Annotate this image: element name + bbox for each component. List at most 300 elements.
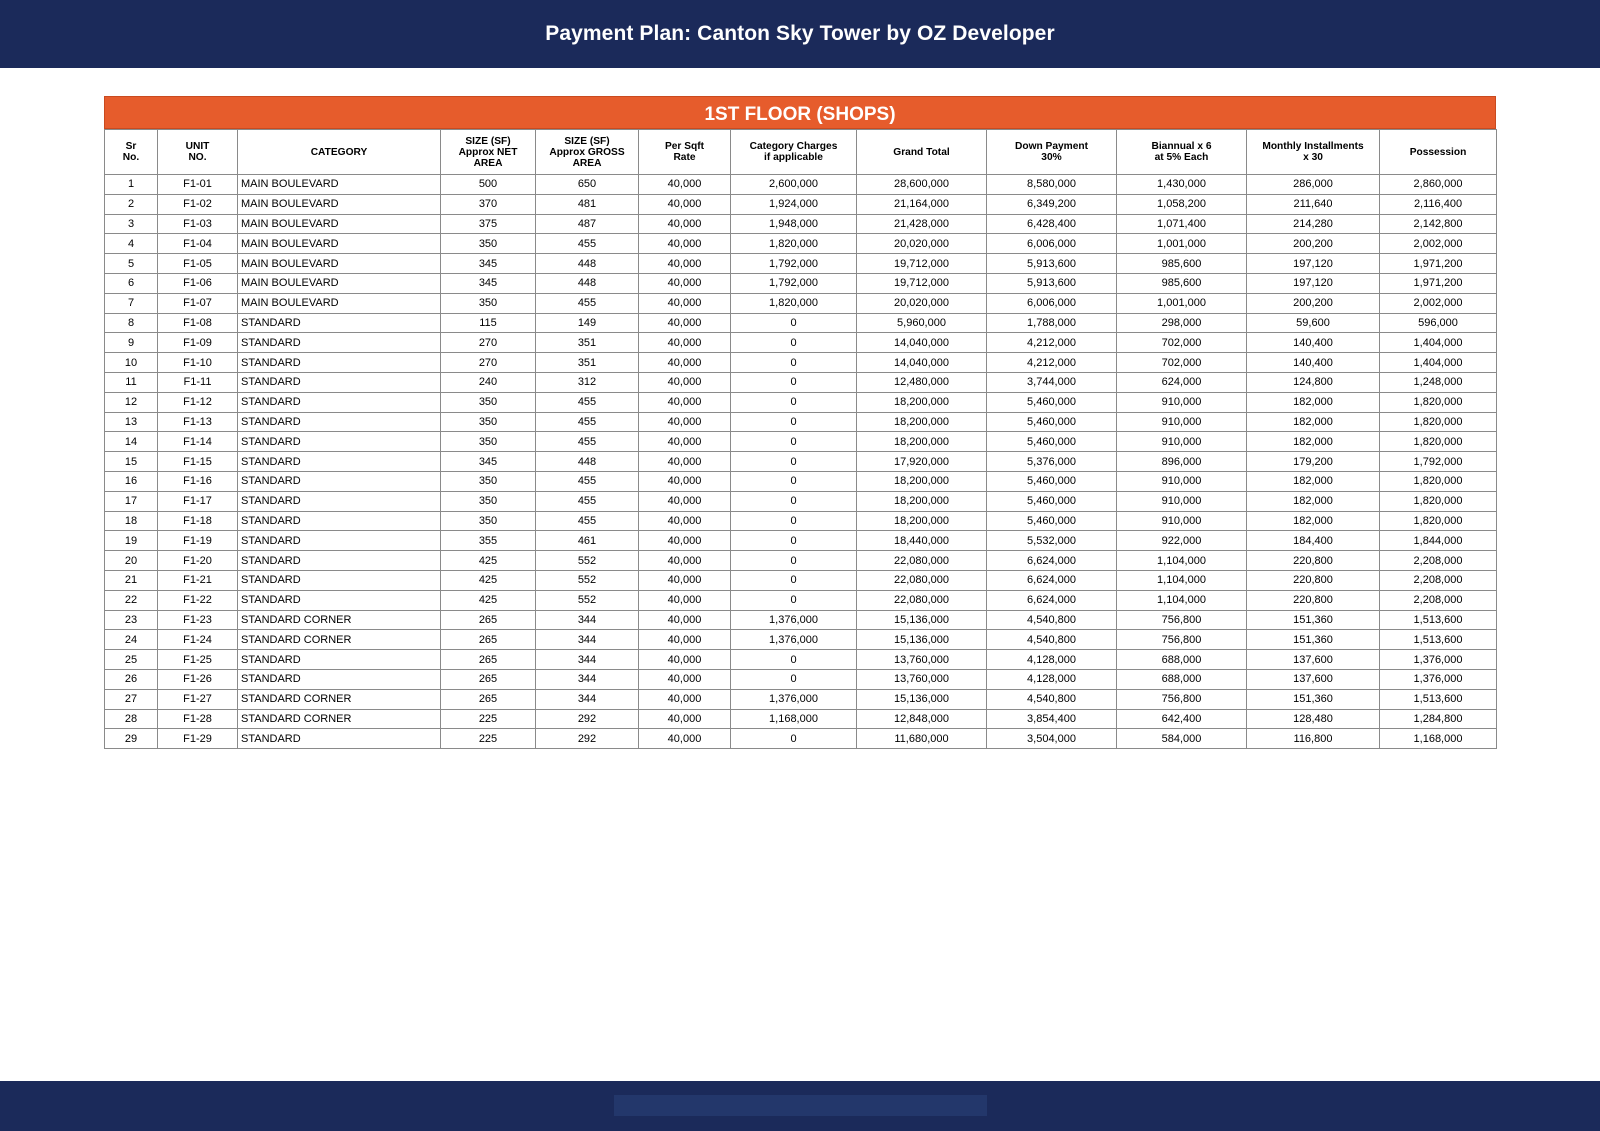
table-cell: 344 <box>536 669 639 689</box>
table-cell: 4,128,000 <box>987 669 1117 689</box>
table-cell: F1-05 <box>158 254 238 274</box>
table-cell: MAIN BOULEVARD <box>238 194 441 214</box>
table-cell: 40,000 <box>639 432 731 452</box>
table-row <box>105 353 1497 373</box>
table-cell: 650 <box>536 175 639 195</box>
table-cell: 40,000 <box>639 511 731 531</box>
table-cell: 265 <box>441 650 536 670</box>
payment-plan-table-section <box>104 96 1496 749</box>
table-cell: 5,460,000 <box>987 491 1117 511</box>
table-cell: F1-18 <box>158 511 238 531</box>
table-cell: 22,080,000 <box>857 590 987 610</box>
table-cell: 13,760,000 <box>857 669 987 689</box>
column-header <box>639 130 731 175</box>
table-cell: 140,400 <box>1247 333 1380 353</box>
table-cell: 18,440,000 <box>857 531 987 551</box>
table-cell: 40,000 <box>639 590 731 610</box>
table-cell: 21,164,000 <box>857 194 987 214</box>
table-cell: 40,000 <box>639 412 731 432</box>
table-cell: 455 <box>536 511 639 531</box>
table-cell: 0 <box>731 669 857 689</box>
table-cell: 16 <box>105 471 158 491</box>
table-cell: 137,600 <box>1247 669 1380 689</box>
table-row <box>105 551 1497 571</box>
table-cell: 14,040,000 <box>857 353 987 373</box>
table-row <box>105 650 1497 670</box>
table-cell: 137,600 <box>1247 650 1380 670</box>
table-row <box>105 610 1497 630</box>
table-cell: 8 <box>105 313 158 333</box>
table-cell: 0 <box>731 372 857 392</box>
table-cell: 19 <box>105 531 158 551</box>
table-cell: 20 <box>105 551 158 571</box>
table-cell: F1-15 <box>158 452 238 472</box>
table-cell: 455 <box>536 392 639 412</box>
table-cell: 5 <box>105 254 158 274</box>
table-cell: 0 <box>731 650 857 670</box>
table-cell: 350 <box>441 412 536 432</box>
table-cell: 344 <box>536 689 639 709</box>
table-cell: 910,000 <box>1117 412 1247 432</box>
column-header <box>536 130 639 175</box>
table-row <box>105 630 1497 650</box>
table-cell: 1,104,000 <box>1117 570 1247 590</box>
table-cell: MAIN BOULEVARD <box>238 293 441 313</box>
table-cell: 5,913,600 <box>987 273 1117 293</box>
column-header-line: Sr <box>125 141 137 152</box>
table-cell: 1,104,000 <box>1117 590 1247 610</box>
table-cell: 40,000 <box>639 729 731 749</box>
table-cell: 0 <box>731 452 857 472</box>
table-cell: 184,400 <box>1247 531 1380 551</box>
table-cell: 461 <box>536 531 639 551</box>
table-cell: 15 <box>105 452 158 472</box>
table-cell: 4,540,800 <box>987 630 1117 650</box>
table-cell: 1,001,000 <box>1117 234 1247 254</box>
table-cell: 40,000 <box>639 471 731 491</box>
table-cell: 19,712,000 <box>857 254 987 274</box>
column-header-line: SIZE (SF) <box>465 135 511 147</box>
table-cell: 500 <box>441 175 536 195</box>
table-cell: 4,212,000 <box>987 353 1117 373</box>
table-cell: F1-17 <box>158 491 238 511</box>
table-cell: 584,000 <box>1117 729 1247 749</box>
column-header <box>987 130 1117 175</box>
table-cell: STANDARD <box>238 452 441 472</box>
table-cell: 688,000 <box>1117 650 1247 670</box>
column-header-line: x 30 <box>1303 152 1323 163</box>
table-cell: 13 <box>105 412 158 432</box>
table-cell: 455 <box>536 471 639 491</box>
table-cell: 182,000 <box>1247 511 1380 531</box>
table-cell: 40,000 <box>639 234 731 254</box>
table-cell: 240 <box>441 372 536 392</box>
table-cell: 350 <box>441 511 536 531</box>
table-cell: 0 <box>731 333 857 353</box>
table-cell: F1-14 <box>158 432 238 452</box>
table-cell: 350 <box>441 471 536 491</box>
table-row <box>105 689 1497 709</box>
table-cell: STANDARD <box>238 590 441 610</box>
table-cell: 0 <box>731 531 857 551</box>
table-cell: 351 <box>536 333 639 353</box>
table-cell: 40,000 <box>639 610 731 630</box>
table-cell: MAIN BOULEVARD <box>238 214 441 234</box>
table-cell: 18,200,000 <box>857 471 987 491</box>
column-header-line: CATEGORY <box>310 146 368 158</box>
table-cell: 15,136,000 <box>857 630 987 650</box>
table-cell: F1-29 <box>158 729 238 749</box>
table-cell: 9 <box>105 333 158 353</box>
table-cell: 1,404,000 <box>1380 333 1497 353</box>
table-cell: 265 <box>441 689 536 709</box>
table-row <box>105 511 1497 531</box>
column-header <box>238 130 441 175</box>
table-cell: 40,000 <box>639 254 731 274</box>
table-cell: 425 <box>441 551 536 571</box>
table-cell: 1,820,000 <box>1380 511 1497 531</box>
table-cell: 270 <box>441 333 536 353</box>
table-cell: 1,168,000 <box>731 709 857 729</box>
table-cell: F1-24 <box>158 630 238 650</box>
column-header <box>731 130 857 175</box>
table-cell: 40,000 <box>639 175 731 195</box>
table-cell: 40,000 <box>639 531 731 551</box>
table-cell: 5,460,000 <box>987 392 1117 412</box>
table-cell: 350 <box>441 392 536 412</box>
table-cell: 1,513,600 <box>1380 630 1497 650</box>
table-cell: 28,600,000 <box>857 175 987 195</box>
table-cell: 21 <box>105 570 158 590</box>
table-cell: 0 <box>731 313 857 333</box>
table-cell: 179,200 <box>1247 452 1380 472</box>
table-cell: 350 <box>441 293 536 313</box>
table-cell: 345 <box>441 273 536 293</box>
table-row <box>105 293 1497 313</box>
column-header-line: Rate <box>673 152 696 163</box>
table-header-row <box>105 130 1497 175</box>
table-cell: 19,712,000 <box>857 273 987 293</box>
table-cell: 11,680,000 <box>857 729 987 749</box>
page-header <box>0 0 1600 68</box>
table-cell: 1,820,000 <box>731 293 857 313</box>
table-cell: 6,349,200 <box>987 194 1117 214</box>
column-header-line: Monthly Installments <box>1262 141 1364 152</box>
table-cell: 59,600 <box>1247 313 1380 333</box>
table-cell: STANDARD <box>238 372 441 392</box>
table-cell: 12,848,000 <box>857 709 987 729</box>
table-cell: 5,460,000 <box>987 511 1117 531</box>
table-cell: F1-07 <box>158 293 238 313</box>
table-cell: 1,844,000 <box>1380 531 1497 551</box>
column-header-line: NO. <box>188 152 207 163</box>
table-cell: 13,760,000 <box>857 650 987 670</box>
table-cell: F1-09 <box>158 333 238 353</box>
table-cell: STANDARD CORNER <box>238 630 441 650</box>
column-header-line: No. <box>122 152 140 163</box>
table-cell: 344 <box>536 610 639 630</box>
table-cell: 25 <box>105 650 158 670</box>
table-cell: STANDARD <box>238 471 441 491</box>
column-header-line: Category Charges <box>749 141 838 152</box>
table-cell: 14 <box>105 432 158 452</box>
table-cell: 6,624,000 <box>987 570 1117 590</box>
table-cell: 1,513,600 <box>1380 689 1497 709</box>
table-row <box>105 333 1497 353</box>
table-cell: 0 <box>731 551 857 571</box>
table-cell: F1-23 <box>158 610 238 630</box>
table-cell: 2,116,400 <box>1380 194 1497 214</box>
table-cell: 182,000 <box>1247 412 1380 432</box>
table-cell: 5,460,000 <box>987 471 1117 491</box>
table-cell: 292 <box>536 709 639 729</box>
table-cell: STANDARD CORNER <box>238 689 441 709</box>
column-header <box>105 130 158 175</box>
column-header-line: if applicable <box>764 152 823 163</box>
table-cell: F1-19 <box>158 531 238 551</box>
table-cell: 40,000 <box>639 293 731 313</box>
table-cell: 0 <box>731 471 857 491</box>
table-cell: 1,820,000 <box>1380 392 1497 412</box>
table-cell: F1-11 <box>158 372 238 392</box>
table-cell: 18,200,000 <box>857 412 987 432</box>
table-cell: 3 <box>105 214 158 234</box>
table-cell: F1-21 <box>158 570 238 590</box>
page-footer <box>0 1081 1600 1131</box>
column-header <box>857 130 987 175</box>
table-cell: 214,280 <box>1247 214 1380 234</box>
table-cell: 0 <box>731 491 857 511</box>
table-cell: 425 <box>441 590 536 610</box>
table-row <box>105 531 1497 551</box>
table-cell: 0 <box>731 590 857 610</box>
table-cell: 5,960,000 <box>857 313 987 333</box>
table-cell: 40,000 <box>639 313 731 333</box>
table-row <box>105 491 1497 511</box>
column-header-line: Down Payment <box>1014 141 1089 152</box>
table-row <box>105 471 1497 491</box>
table-cell: F1-16 <box>158 471 238 491</box>
table-cell: 1,404,000 <box>1380 353 1497 373</box>
table-cell: 18,200,000 <box>857 432 987 452</box>
table-cell: F1-02 <box>158 194 238 214</box>
table-cell: 40,000 <box>639 372 731 392</box>
table-cell: 24 <box>105 630 158 650</box>
table-cell: 345 <box>441 254 536 274</box>
table-cell: 40,000 <box>639 392 731 412</box>
table-cell: 910,000 <box>1117 392 1247 412</box>
section-title: 1ST FLOOR (SHOPS) <box>104 96 1496 129</box>
table-cell: 220,800 <box>1247 551 1380 571</box>
table-cell: 1,792,000 <box>1380 452 1497 472</box>
table-cell: 455 <box>536 234 639 254</box>
table-row <box>105 452 1497 472</box>
table-cell: 265 <box>441 610 536 630</box>
table-cell: 4,212,000 <box>987 333 1117 353</box>
table-cell: 1,376,000 <box>731 610 857 630</box>
column-header <box>441 130 536 175</box>
table-cell: 350 <box>441 491 536 511</box>
table-cell: 487 <box>536 214 639 234</box>
table-cell: 756,800 <box>1117 610 1247 630</box>
table-cell: 18,200,000 <box>857 491 987 511</box>
table-cell: 200,200 <box>1247 234 1380 254</box>
table-cell: 11 <box>105 372 158 392</box>
table-cell: 2,860,000 <box>1380 175 1497 195</box>
column-header-line: at 5% Each <box>1154 152 1209 163</box>
table-cell: STANDARD <box>238 432 441 452</box>
table-cell: 985,600 <box>1117 254 1247 274</box>
table-cell: 624,000 <box>1117 372 1247 392</box>
table-cell: 40,000 <box>639 491 731 511</box>
table-cell: STANDARD <box>238 570 441 590</box>
table-cell: 26 <box>105 669 158 689</box>
table-cell: 27 <box>105 689 158 709</box>
table-cell: 4,540,800 <box>987 689 1117 709</box>
table-cell: 3,504,000 <box>987 729 1117 749</box>
column-header-line: Approx GROSS <box>549 146 625 158</box>
payment-plan-table <box>104 129 1497 749</box>
table-cell: 481 <box>536 194 639 214</box>
table-cell: 345 <box>441 452 536 472</box>
table-cell: 12,480,000 <box>857 372 987 392</box>
table-cell: 182,000 <box>1247 491 1380 511</box>
table-cell: 910,000 <box>1117 432 1247 452</box>
table-cell: 116,800 <box>1247 729 1380 749</box>
table-cell: 1,971,200 <box>1380 273 1497 293</box>
table-cell: 22,080,000 <box>857 551 987 571</box>
table-cell: 21,428,000 <box>857 214 987 234</box>
table-cell: 1,376,000 <box>1380 669 1497 689</box>
table-cell: F1-13 <box>158 412 238 432</box>
table-cell: 40,000 <box>639 650 731 670</box>
table-cell: 0 <box>731 392 857 412</box>
table-cell: 455 <box>536 293 639 313</box>
column-header-line: Possession <box>1409 146 1467 158</box>
table-cell: 5,376,000 <box>987 452 1117 472</box>
column-header-line: Per Sqft <box>664 141 705 152</box>
table-cell: STANDARD <box>238 353 441 373</box>
table-cell: 20,020,000 <box>857 234 987 254</box>
table-row <box>105 175 1497 195</box>
table-cell: 1,168,000 <box>1380 729 1497 749</box>
table-cell: 286,000 <box>1247 175 1380 195</box>
table-cell: 1 <box>105 175 158 195</box>
table-cell: 2,208,000 <box>1380 590 1497 610</box>
table-cell: 1,820,000 <box>1380 412 1497 432</box>
table-cell: 910,000 <box>1117 471 1247 491</box>
column-header-line: UNIT <box>185 141 210 152</box>
table-cell: 642,400 <box>1117 709 1247 729</box>
table-cell: 5,460,000 <box>987 432 1117 452</box>
table-cell: 151,360 <box>1247 630 1380 650</box>
column-header <box>1380 130 1497 175</box>
table-cell: 40,000 <box>639 669 731 689</box>
table-cell: 225 <box>441 729 536 749</box>
table-cell: 14,040,000 <box>857 333 987 353</box>
table-cell: 1,058,200 <box>1117 194 1247 214</box>
table-cell: 455 <box>536 412 639 432</box>
table-cell: 40,000 <box>639 709 731 729</box>
table-row <box>105 313 1497 333</box>
table-row <box>105 590 1497 610</box>
table-cell: 552 <box>536 590 639 610</box>
table-body <box>105 175 1497 749</box>
table-cell: STANDARD CORNER <box>238 709 441 729</box>
table-cell: 149 <box>536 313 639 333</box>
column-header <box>1117 130 1247 175</box>
table-cell: 596,000 <box>1380 313 1497 333</box>
table-cell: 15,136,000 <box>857 610 987 630</box>
table-cell: STANDARD CORNER <box>238 610 441 630</box>
table-cell: 312 <box>536 372 639 392</box>
table-cell: 17,920,000 <box>857 452 987 472</box>
table-cell: 0 <box>731 412 857 432</box>
table-cell: 702,000 <box>1117 353 1247 373</box>
table-cell: 6 <box>105 273 158 293</box>
table-cell: 225 <box>441 709 536 729</box>
table-cell: 10 <box>105 353 158 373</box>
table-cell: 1,924,000 <box>731 194 857 214</box>
table-cell: 151,360 <box>1247 689 1380 709</box>
table-cell: 448 <box>536 273 639 293</box>
table-row <box>105 570 1497 590</box>
table-cell: 355 <box>441 531 536 551</box>
table-cell: 6,624,000 <box>987 551 1117 571</box>
column-header-line: Biannual x 6 <box>1151 141 1212 152</box>
table-cell: 5,460,000 <box>987 412 1117 432</box>
table-cell: 5,913,600 <box>987 254 1117 274</box>
table-cell: 1,071,400 <box>1117 214 1247 234</box>
table-cell: 1,948,000 <box>731 214 857 234</box>
table-row <box>105 729 1497 749</box>
table-cell: 6,006,000 <box>987 293 1117 313</box>
table-cell: 40,000 <box>639 273 731 293</box>
table-cell: 23 <box>105 610 158 630</box>
table-cell: 40,000 <box>639 689 731 709</box>
table-cell: 220,800 <box>1247 590 1380 610</box>
table-cell: 455 <box>536 491 639 511</box>
table-cell: F1-12 <box>158 392 238 412</box>
table-cell: 756,800 <box>1117 689 1247 709</box>
table-cell: 2,142,800 <box>1380 214 1497 234</box>
table-cell: 1,284,800 <box>1380 709 1497 729</box>
column-header <box>158 130 238 175</box>
table-cell: F1-26 <box>158 669 238 689</box>
table-cell: F1-03 <box>158 214 238 234</box>
table-cell: F1-28 <box>158 709 238 729</box>
table-cell: 115 <box>441 313 536 333</box>
table-cell: 2,002,000 <box>1380 234 1497 254</box>
footer-panel <box>614 1095 987 1116</box>
table-cell: 425 <box>441 570 536 590</box>
table-cell: 910,000 <box>1117 511 1247 531</box>
table-cell: 448 <box>536 254 639 274</box>
table-cell: 151,360 <box>1247 610 1380 630</box>
table-cell: MAIN BOULEVARD <box>238 234 441 254</box>
table-cell: 124,800 <box>1247 372 1380 392</box>
table-cell: 197,120 <box>1247 273 1380 293</box>
table-cell: 350 <box>441 432 536 452</box>
column-header <box>1247 130 1380 175</box>
table-cell: STANDARD <box>238 392 441 412</box>
table-cell: 3,854,400 <box>987 709 1117 729</box>
table-cell: 182,000 <box>1247 392 1380 412</box>
column-header-line: Approx NET <box>458 146 518 158</box>
column-header-line: SIZE (SF) <box>564 135 610 147</box>
table-cell: 552 <box>536 551 639 571</box>
table-cell: 18,200,000 <box>857 392 987 412</box>
